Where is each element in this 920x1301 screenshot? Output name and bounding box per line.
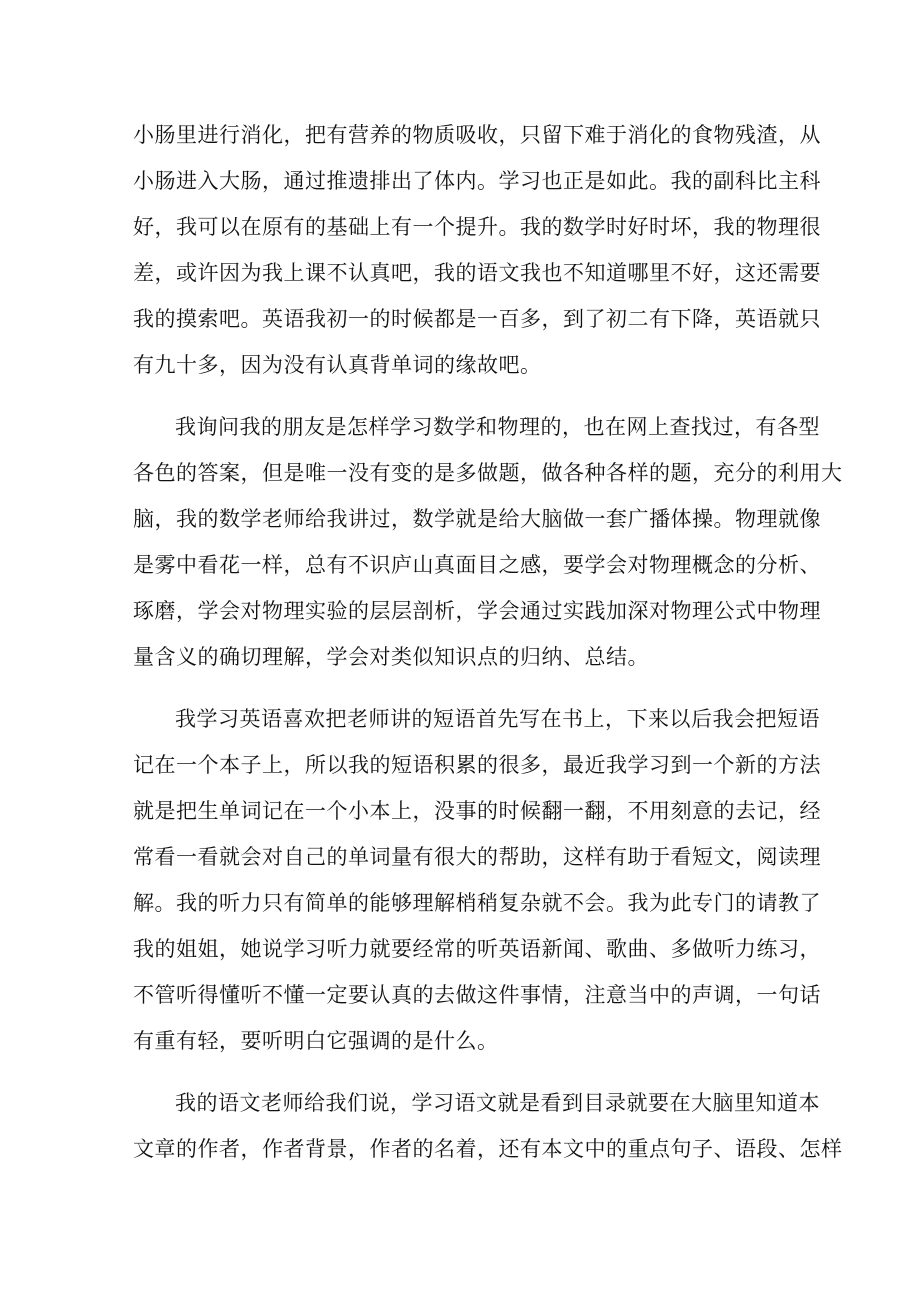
paragraph-line: 解。我的听力只有简单的能够理解梢稍复杂就不会。我为此专门的请教了	[133, 891, 821, 915]
paragraph-line: 小肠里进行消化，把有营养的物质吸收，只留下难于消化的食物残渣，从	[133, 123, 821, 147]
paragraph-line: 有重有轻，要听明白它强调的是什么。	[133, 1029, 499, 1053]
paragraph-line: 不管听得懂听不懂一定要认真的去做这件事情，注意当中的声调，一句话	[133, 983, 821, 1007]
paragraph-line: 我的语文老师给我们说，学习语文就是看到目录就要在大脑里知道本	[175, 1091, 820, 1115]
paragraph-3	[133, 696, 821, 1064]
paragraph-line: 各色的答案，但是唯一没有变的是多做题，做各种各样的题，充分的利用大	[133, 461, 843, 485]
paragraph-line: 我的摸索吧。英语我初一的时候都是一百多，到了初二有下降，英语就只	[133, 307, 821, 331]
paragraph-line: 我询问我的朋友是怎样学习数学和物理的，也在网上查找过，有各型	[175, 415, 820, 439]
paragraph-line: 记在一个本子上，所以我的短语积累的很多，最近我学习到一个新的方法	[133, 753, 821, 777]
paragraph-line: 我的姐姐，她说学习听力就要经常的听英语新闻、歌曲、多做听力练习，	[133, 937, 821, 961]
paragraph-line: 常看一看就会对自己的单词量有很大的帮助，这样有助于看短文，阅读理	[133, 845, 821, 869]
paragraph-line: 小肠进入大肠，通过推遗排出了体内。学习也正是如此。我的副科比主科	[133, 169, 821, 193]
document-body	[133, 112, 843, 1188]
paragraph-line: 我学习英语喜欢把老师讲的短语首先写在书上，下来以后我会把短语	[175, 707, 820, 731]
paragraph-line: 琢磨，学会对物理实验的层层剖析，学会通过实践加深对物理公式中物理	[133, 599, 821, 623]
paragraph-line: 是雾中看花一样，总有不识庐山真面目之感，要学会对物理概念的分析、	[133, 553, 821, 577]
paragraph-1	[133, 112, 821, 388]
paragraph-4	[133, 1080, 843, 1172]
paragraph-line: 文章的作者，作者背景，作者的名着，还有本文中的重点句子、语段、怎样	[133, 1137, 843, 1161]
paragraph-line: 量含义的确切理解，学会对类似知识点的归纳、总结。	[133, 645, 649, 669]
paragraph-line: 差，或许因为我上课不认真吧，我的语文我也不知道哪里不好，这还需要	[133, 261, 821, 285]
paragraph-line: 就是把生单词记在一个小本上，没事的时候翻一翻，不用刻意的去记，经	[133, 799, 821, 823]
paragraph-line: 脑，我的数学老师给我讲过，数学就是给大脑做一套广播体操。物理就像	[133, 507, 821, 531]
paragraph-2	[133, 404, 843, 680]
paragraph-line: 有九十多，因为没有认真背单词的缘故吧。	[133, 353, 542, 377]
paragraph-line: 好，我可以在原有的基础上有一个提升。我的数学时好时坏，我的物理很	[133, 215, 821, 239]
